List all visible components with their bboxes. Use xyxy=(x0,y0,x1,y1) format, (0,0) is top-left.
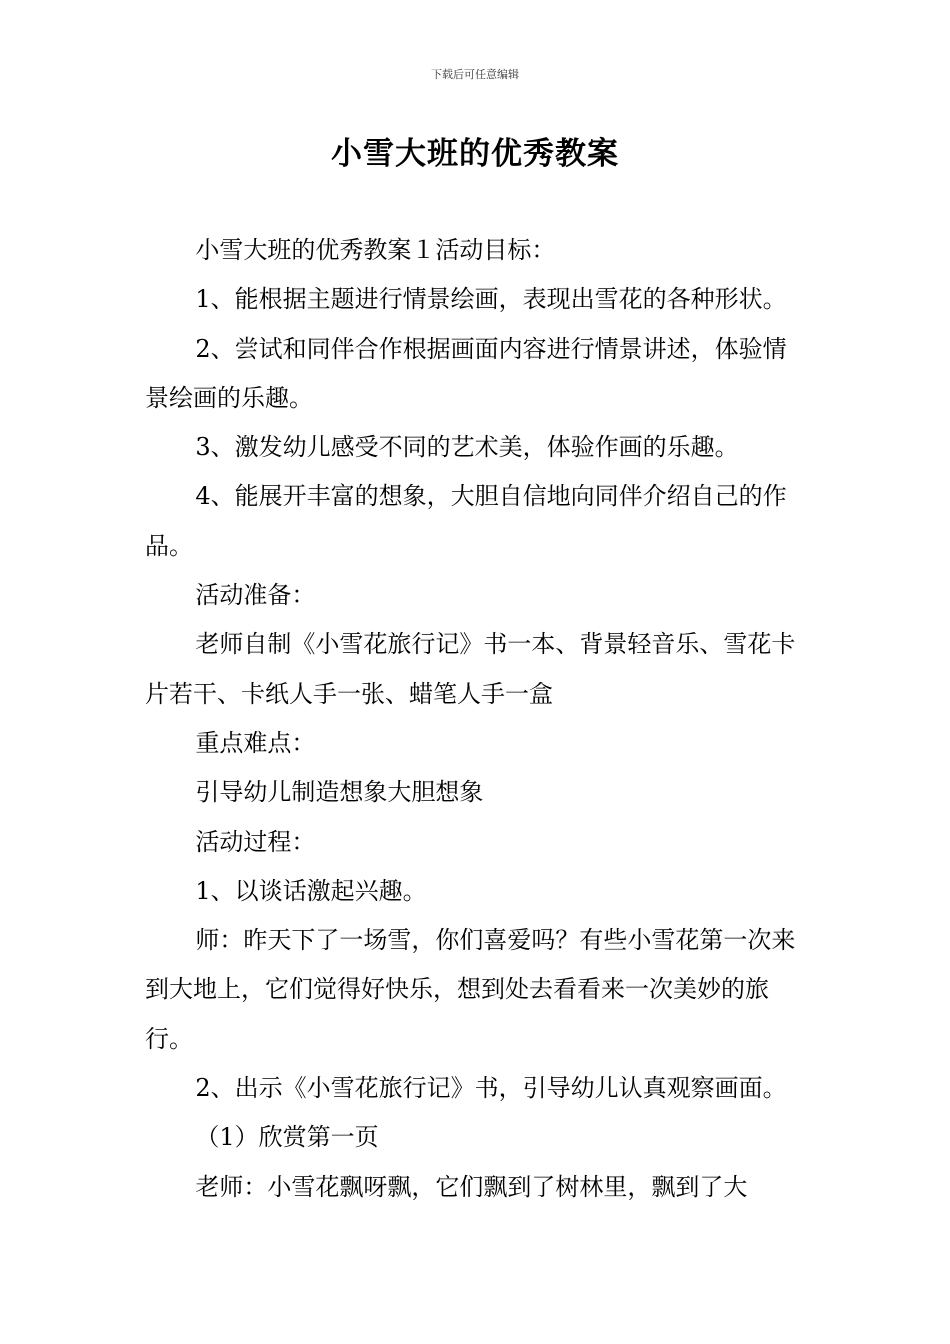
paragraph: 1、能根据主题进行情景绘画，表现出雪花的各种形状。 xyxy=(195,285,787,314)
paragraph: 2、出示《小雪花旅行记》书，引导幼儿认真观察画面。 xyxy=(195,1074,787,1103)
paragraph: 老师自制《小雪花旅行记》书一本、背景轻音乐、雪花卡片若干、卡纸人手一张、蜡笔人手一盒 xyxy=(145,630,796,708)
paragraph: （1）欣赏第一页 xyxy=(195,1123,379,1152)
paragraph: 小雪大班的优秀教案１活动目标： xyxy=(195,236,556,264)
paragraph: 师：昨天下了一场雪，你们喜爱吗？有些小雪花第一次来到大地上，它们觉得好快乐，想到处去看看来一次美妙的旅行。 xyxy=(145,926,796,1053)
header-note: 下载后可任意编辑 xyxy=(431,68,519,81)
paragraph: 活动过程： xyxy=(195,827,316,856)
paragraph: 老师：小雪花飘呀飘，它们飘到了树林里，飘到了大 xyxy=(195,1172,748,1201)
paragraph: 4、能展开丰富的想象，大胆自信地向同伴介绍自己的作品。 xyxy=(145,482,787,560)
paragraph: 活动准备： xyxy=(195,581,316,610)
paragraph: 3、激发幼儿感受不同的艺术美，体验作画的乐趣。 xyxy=(195,433,739,462)
document-body xyxy=(145,226,810,1212)
paragraph: 重点难点： xyxy=(195,728,316,757)
paragraph: 2、尝试和同伴合作根据画面内容进行情景讲述，体验情景绘画的乐趣。 xyxy=(145,334,787,412)
paragraph: 1、以谈话激起兴趣。 xyxy=(195,876,427,905)
paragraph: 引导幼儿制造想象大胆想象 xyxy=(195,778,484,807)
document-title: 小雪大班的优秀教案 xyxy=(331,136,619,172)
